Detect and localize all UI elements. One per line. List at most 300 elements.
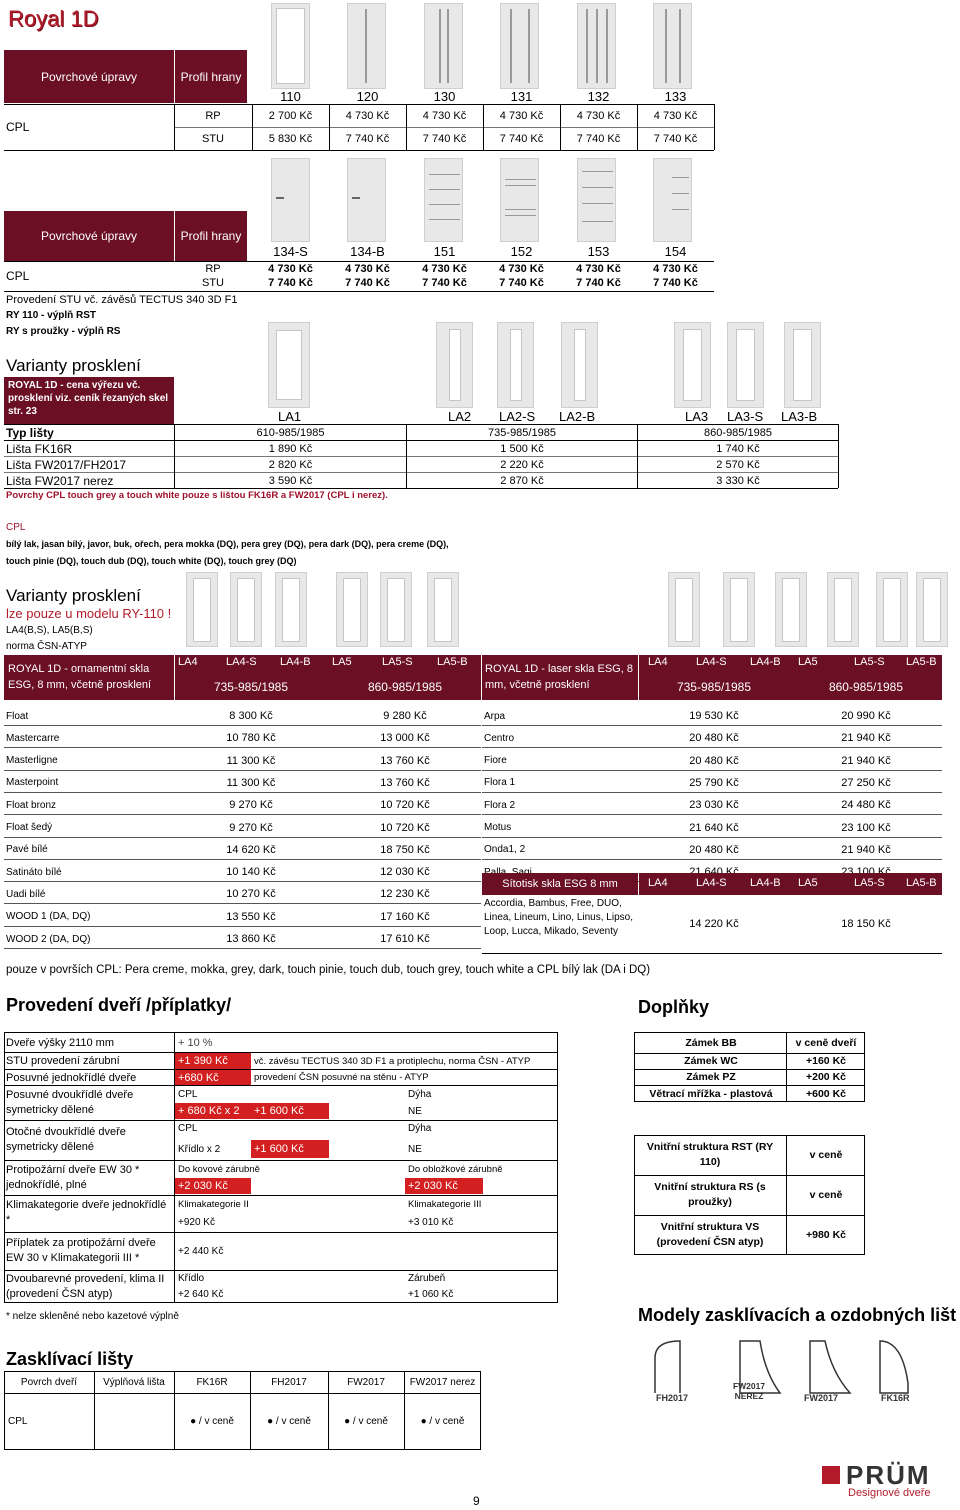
beads-header: FK16R bbox=[196, 1377, 228, 1388]
row-value: + 680 Kč x 2 bbox=[175, 1103, 251, 1119]
row-note: vč. závěsu TECTUS 340 3D F1 a protiplechu, norma ČSN - ATYP bbox=[254, 1055, 531, 1067]
price-cell: 2 870 Kč bbox=[500, 474, 544, 487]
price-cell: 3 590 Kč bbox=[268, 474, 313, 487]
cpl-list: touch pinie (DQ), touch dub (DQ), touch white (DQ), touch grey (DQ) bbox=[6, 556, 297, 566]
door-la3-image bbox=[674, 322, 711, 408]
price-cell: 7 740 Kč bbox=[576, 277, 621, 289]
price-cell: 23 100 Kč bbox=[841, 821, 891, 834]
model-label: 151 bbox=[433, 243, 456, 259]
door-131-image bbox=[500, 3, 539, 89]
door-glass-image bbox=[775, 572, 807, 647]
size-col: 860-985/1985 bbox=[704, 426, 772, 439]
glass-pane bbox=[387, 578, 405, 642]
cpl-list: bílý lak, jasan bílý, javor, buk, ořech, pera mokka (DQ), pera grey (DQ), pera dark (DQ), pera creme (DQ), bbox=[6, 539, 449, 549]
door-glass-image bbox=[427, 572, 459, 647]
price-cell: 17 160 Kč bbox=[380, 910, 430, 923]
door-132-image bbox=[577, 3, 616, 89]
door-glass-image bbox=[723, 572, 755, 647]
glass-type: Motus bbox=[484, 822, 512, 833]
cpl-col: CPL bbox=[178, 1122, 198, 1134]
row-divider bbox=[482, 837, 942, 838]
price-cell: 1 890 Kč bbox=[268, 442, 313, 455]
price-cell: 8 300 Kč bbox=[229, 710, 273, 722]
price-cell: 4 730 Kč bbox=[576, 110, 621, 122]
row-value: +1 060 Kč bbox=[408, 1289, 454, 1300]
structure-price: v ceně bbox=[809, 1189, 843, 1201]
accessory-name: Zámek BB bbox=[685, 1036, 737, 1049]
row-value: + 10 % bbox=[178, 1036, 213, 1049]
bead-type: Lišta FW2017/FH2017 bbox=[6, 457, 127, 472]
structure-name: Vnitřní struktura RST (RY 110) bbox=[646, 1141, 774, 1168]
glass-pane bbox=[730, 578, 748, 642]
row-label: Protipožární dveře EW 30 * jednokřídlé, plné bbox=[6, 1164, 140, 1191]
model-label: LA4-S bbox=[226, 656, 257, 668]
header-profile: Profil hrany bbox=[175, 50, 247, 103]
model-label: LA5-S bbox=[854, 656, 885, 668]
door-la2s-image bbox=[497, 322, 534, 408]
price-cell: 4 730 Kč bbox=[653, 263, 698, 275]
sitotisk-price: 18 150 Kč bbox=[841, 918, 891, 930]
price-cell: 4 730 Kč bbox=[576, 263, 621, 275]
row-value: +920 Kč bbox=[178, 1217, 215, 1228]
glass-type: Pavé bílé bbox=[6, 844, 48, 856]
model-label: LA5-S bbox=[854, 877, 885, 889]
row-note: provedení ČSN posuvné na stěnu - ATYP bbox=[254, 1072, 429, 1083]
glass-pane bbox=[834, 578, 852, 642]
glass-type: Float šedý bbox=[6, 822, 53, 833]
glass-pane bbox=[343, 578, 361, 642]
cpl-label: CPL bbox=[6, 120, 30, 134]
profile-label: FH2017 bbox=[656, 1393, 689, 1403]
row-value: +2 030 Kč bbox=[405, 1178, 483, 1194]
glass-pane bbox=[282, 578, 300, 642]
model-label: LA5-B bbox=[906, 877, 937, 889]
glass-type: Centro bbox=[484, 732, 515, 744]
glass-type: Masterpoint bbox=[6, 777, 59, 789]
profile-rp: RP bbox=[205, 263, 221, 275]
beads-header: Výplňová lišta bbox=[103, 1377, 165, 1388]
glass-type: Onda1, 2 bbox=[484, 844, 526, 856]
door-la1-image bbox=[268, 322, 310, 408]
model-label: LA5 bbox=[798, 656, 818, 668]
model-label: 132 bbox=[587, 88, 610, 104]
row-value: +2 030 Kč bbox=[175, 1178, 251, 1194]
glazing-label: LA2 bbox=[448, 409, 472, 424]
beads-cell: ● / v ceně bbox=[267, 1416, 311, 1427]
brand-tagline: Designové dveře bbox=[848, 1487, 931, 1499]
glazing-note-box: ROYAL 1D - cena výřezu vč. prosklení viz. ceník řezaných skel str. 23 bbox=[4, 377, 174, 424]
glass-type: Fiore bbox=[484, 755, 507, 767]
glass-pane bbox=[193, 578, 211, 642]
price-cell: 25 790 Kč bbox=[689, 776, 739, 789]
size-col: 735-985/1985 bbox=[676, 680, 752, 694]
glass-type: Masterligne bbox=[6, 755, 58, 767]
glazing-restriction: lze pouze u modelu RY-110 ! bbox=[6, 606, 172, 621]
structure-price: v ceně bbox=[809, 1149, 843, 1161]
glass-type: Uadi bílé bbox=[6, 888, 46, 900]
row-divider bbox=[482, 725, 942, 726]
glass-pane bbox=[675, 578, 693, 642]
glass-type: Mastercarre bbox=[6, 732, 60, 744]
price-cell: 7 740 Kč bbox=[422, 133, 467, 145]
row-label: Příplatek za protipožární dveře EW 30 v Klimakategorii III * bbox=[6, 1237, 156, 1264]
beads-header: Povrch dveří bbox=[20, 1377, 78, 1388]
glazing-heading: Varianty prosklení bbox=[6, 356, 141, 375]
sitotisk-box: Sítotisk skla ESG 8 mm bbox=[482, 873, 638, 895]
price-cell: 18 750 Kč bbox=[380, 843, 430, 856]
cpl-heading: CPL bbox=[6, 522, 26, 533]
glass-pane bbox=[237, 578, 255, 642]
price-cell: 9 270 Kč bbox=[229, 799, 273, 812]
model-label: 152 bbox=[510, 243, 533, 259]
price-cell: 2 570 Kč bbox=[716, 458, 760, 471]
price-cell: 13 000 Kč bbox=[380, 732, 430, 745]
price-cell: 7 740 Kč bbox=[653, 277, 698, 289]
veneer-value: NE bbox=[408, 1143, 422, 1155]
door-154-image bbox=[653, 158, 692, 242]
veneer-col: Dýha bbox=[408, 1088, 432, 1100]
row-value: +2 440 Kč bbox=[178, 1245, 224, 1257]
bead-type: Lišta FK16R bbox=[6, 441, 73, 456]
model-label: LA4 bbox=[648, 656, 668, 668]
model-label: LA5-B bbox=[437, 656, 468, 668]
header-profile: Profil hrany bbox=[175, 211, 247, 261]
row-divider bbox=[4, 814, 481, 815]
size-col: 860-985/1985 bbox=[828, 680, 904, 694]
model-label: LA4-S bbox=[696, 656, 727, 668]
glass-type: WOOD 2 (DA, DQ) bbox=[6, 933, 91, 945]
row-value: +2 640 Kč bbox=[178, 1289, 224, 1300]
beads-header: FW2017 bbox=[347, 1377, 385, 1388]
accessory-price: v ceně dveří bbox=[795, 1036, 857, 1049]
row-divider bbox=[4, 747, 481, 748]
option-a: Křídlo bbox=[178, 1273, 205, 1284]
glass-type: Float bronz bbox=[6, 799, 57, 811]
row-value: +1 600 Kč bbox=[251, 1140, 329, 1158]
model-label: 154 bbox=[664, 243, 687, 259]
door-glass-image bbox=[186, 572, 218, 647]
model-label: LA4-B bbox=[750, 877, 781, 889]
price-cell: 12 030 Kč bbox=[380, 866, 430, 879]
price-cell: 4 730 Kč bbox=[345, 110, 390, 122]
row-divider bbox=[4, 837, 481, 838]
door-glass-image bbox=[380, 572, 412, 647]
price-cell: 4 730 Kč bbox=[422, 110, 467, 122]
row-divider bbox=[4, 926, 481, 927]
price-cell: 20 480 Kč bbox=[689, 754, 739, 767]
accessory-name: Větrací mřížka - plastová bbox=[649, 1087, 773, 1100]
accessory-name: Zámek WC bbox=[684, 1055, 738, 1067]
model-label: 153 bbox=[587, 243, 610, 259]
bead-type: Lišta FW2017 nerez bbox=[6, 473, 114, 488]
profile-stu: STU bbox=[202, 133, 224, 145]
row-divider bbox=[482, 859, 942, 860]
door-glass-image bbox=[668, 572, 700, 647]
cpl-col: CPL bbox=[178, 1088, 198, 1100]
price-cell: 21 640 Kč bbox=[689, 821, 739, 834]
model-label: 110 bbox=[280, 88, 301, 104]
price-cell: 13 760 Kč bbox=[380, 776, 430, 789]
brand-logo-mark bbox=[822, 1466, 840, 1484]
row-divider bbox=[4, 792, 481, 793]
price-cell: 1 740 Kč bbox=[716, 442, 760, 455]
structure-name: Vnitřní struktura RS (s proužky) bbox=[654, 1181, 766, 1208]
profile-stu: STU bbox=[202, 277, 224, 289]
price-cell: 10 720 Kč bbox=[380, 799, 430, 812]
accessory-price: +160 Kč bbox=[806, 1055, 846, 1067]
row-divider bbox=[482, 747, 942, 748]
price-cell: 27 250 Kč bbox=[841, 776, 891, 789]
glazing-label: LA3 bbox=[685, 409, 709, 424]
glazing-label: LA3-S bbox=[727, 409, 764, 424]
model-label: 130 bbox=[433, 88, 456, 104]
glazing-label: LA2-S bbox=[499, 409, 536, 424]
option-a: Klimakategorie II bbox=[178, 1198, 249, 1210]
cpl-touch-note: Povrchy CPL touch grey a touch white pouze s lištou FK16R a FW2017 (CPL i nerez). bbox=[6, 490, 388, 501]
option-b: Zárubeň bbox=[408, 1273, 446, 1284]
row-divider bbox=[4, 859, 481, 860]
accessory-name: Zámek PZ bbox=[686, 1071, 736, 1083]
door-152-image bbox=[500, 158, 539, 242]
beads-cell: ● / v ceně bbox=[344, 1416, 388, 1427]
price-cell: 4 730 Kč bbox=[345, 263, 390, 275]
model-label: LA4-B bbox=[280, 656, 311, 668]
price-cell: 7 740 Kč bbox=[345, 277, 390, 289]
beads-cell: ● / v ceně bbox=[420, 1416, 465, 1427]
beads-header: FH2017 bbox=[271, 1377, 307, 1388]
row-divider bbox=[482, 770, 942, 771]
price-cell: 4 730 Kč bbox=[499, 110, 544, 122]
glazing-label: LA3-B bbox=[781, 409, 818, 424]
size-col: 735-985/1985 bbox=[213, 680, 289, 694]
door-la3b-image bbox=[784, 322, 821, 408]
model-label: LA5 bbox=[798, 877, 818, 889]
price-cell: 13 760 Kč bbox=[380, 754, 430, 767]
price-cell: 21 940 Kč bbox=[841, 843, 891, 856]
model-label: 134-B bbox=[350, 243, 385, 259]
price-cell: 12 230 Kč bbox=[380, 888, 430, 901]
header-surface: Povrchové úpravy bbox=[4, 50, 174, 103]
price-cell: 9 280 Kč bbox=[383, 710, 427, 722]
price-cell: 7 740 Kč bbox=[422, 277, 467, 289]
fh2017-profile bbox=[655, 1341, 680, 1393]
glass-type: Flora 1 bbox=[484, 777, 516, 789]
price-cell: 21 940 Kč bbox=[841, 754, 891, 767]
glass-type: Satináto bílé bbox=[6, 866, 62, 878]
price-cell: 9 270 Kč bbox=[229, 821, 273, 834]
door-134s-image bbox=[271, 158, 310, 242]
note-ry110: RY 110 - výplň RST bbox=[6, 310, 97, 321]
row-label: Klimakategorie dveře jednokřídlé * bbox=[6, 1199, 167, 1226]
price-cell: 23 030 Kč bbox=[689, 799, 739, 812]
model-label: 133 bbox=[664, 88, 687, 104]
row-value: +3 010 Kč bbox=[408, 1217, 454, 1228]
glazing-norm: norma ČSN-ATYP bbox=[6, 641, 87, 652]
option-b: Klimakategorie III bbox=[408, 1198, 482, 1210]
model-label: LA5-S bbox=[382, 656, 413, 668]
size-col: 610-985/1985 bbox=[256, 426, 325, 439]
row-label: STU provedení zárubní bbox=[6, 1055, 120, 1067]
price-cell: 24 480 Kč bbox=[841, 799, 891, 812]
price-cell: 7 740 Kč bbox=[499, 133, 544, 145]
row-value: +680 Kč bbox=[175, 1070, 251, 1085]
door-153-image bbox=[577, 158, 616, 242]
price-cell: 20 480 Kč bbox=[689, 732, 739, 745]
option-a: Do kovové zárubně bbox=[178, 1163, 260, 1175]
price-cell: 14 620 Kč bbox=[226, 843, 276, 856]
sitotisk-header bbox=[639, 873, 942, 895]
price-cell: 19 530 Kč bbox=[689, 710, 739, 722]
row-value: Křídlo x 2 bbox=[178, 1143, 221, 1155]
sitotisk-price: 14 220 Kč bbox=[689, 918, 739, 930]
glazing-variants: LA4(B,S), LA5(B,S) bbox=[6, 625, 93, 636]
glazing-heading-2: Varianty prosklení bbox=[6, 586, 141, 605]
glass-pane bbox=[883, 578, 901, 642]
price-cell: 7 740 Kč bbox=[653, 133, 698, 145]
row-value: +1 600 Kč bbox=[251, 1103, 329, 1119]
glazing-beads-heading: Zasklívací lišty bbox=[6, 1349, 134, 1369]
glass-pane bbox=[782, 578, 800, 642]
price-cell: 5 830 Kč bbox=[268, 133, 313, 145]
model-label: LA4 bbox=[648, 877, 668, 889]
price-cell: 10 720 Kč bbox=[380, 821, 430, 834]
header-surface: Povrchové úpravy bbox=[4, 211, 174, 261]
price-cell: 10 270 Kč bbox=[226, 888, 276, 901]
price-cell: 1 500 Kč bbox=[500, 442, 544, 455]
accessories-heading: Doplňky bbox=[638, 997, 710, 1017]
door-la2-image bbox=[436, 322, 473, 408]
glass-type: Flora 2 bbox=[484, 799, 516, 811]
row-label: Posuvné jednokřídlé dveře bbox=[6, 1071, 137, 1084]
price-cell: 7 740 Kč bbox=[576, 133, 621, 145]
price-cell: 2 700 Kč bbox=[268, 110, 313, 122]
note-ry-stripes: RY s proužky - výplň RS bbox=[6, 326, 121, 337]
profile-rp: RP bbox=[205, 110, 221, 122]
price-cell: 13 860 Kč bbox=[226, 933, 276, 945]
brand-logo-text: PRÜM bbox=[846, 1460, 931, 1490]
price-cell: 11 300 Kč bbox=[226, 754, 276, 767]
price-cell: 17 610 Kč bbox=[380, 933, 430, 945]
price-cell: 4 730 Kč bbox=[653, 110, 698, 122]
laser-box: ROYAL 1D - laser skla ESG, 8 mm, včetně prosklení bbox=[482, 655, 638, 700]
door-130-image bbox=[424, 3, 463, 89]
glass-pane bbox=[434, 578, 452, 642]
type-label: Typ lišty bbox=[6, 425, 54, 440]
price-cell: 4 730 Kč bbox=[422, 263, 467, 275]
page-title: Royal 1D bbox=[8, 6, 99, 31]
row-divider bbox=[4, 948, 481, 949]
cpl-label: CPL bbox=[6, 269, 30, 283]
model-label: 120 bbox=[356, 88, 379, 104]
row-label: Otočné dvoukřídlé dveře symetricky dělené bbox=[6, 1126, 126, 1153]
row-divider bbox=[4, 725, 481, 726]
price-cell: 10 780 Kč bbox=[226, 732, 276, 745]
note-stu: Provedení STU vč. závěsů TECTUS 340 3D F1 bbox=[6, 294, 238, 306]
beads-cell: ● / v ceně bbox=[190, 1416, 234, 1427]
price-cell: 11 300 Kč bbox=[226, 776, 276, 789]
model-label: LA4 bbox=[178, 656, 198, 668]
model-label: LA5 bbox=[332, 656, 352, 668]
glass-type: WOOD 1 (DA, DQ) bbox=[6, 911, 91, 923]
price-cell: 4 730 Kč bbox=[499, 263, 544, 275]
door-la2b-image bbox=[561, 322, 598, 408]
ornament-box: ROYAL 1D - ornamentní skla ESG, 8 mm, včetně prosklení bbox=[4, 655, 174, 700]
veneer-col: Dýha bbox=[408, 1122, 432, 1134]
fw2017-profile bbox=[810, 1341, 850, 1393]
door-glass-image bbox=[916, 572, 948, 647]
price-cell: 7 740 Kč bbox=[499, 277, 544, 289]
model-label: 134-S bbox=[273, 243, 308, 259]
door-la3s-image bbox=[727, 322, 764, 408]
glass-type: Float bbox=[6, 710, 29, 722]
surcharge-footnote: * nelze skleněné nebo kazetové výplně bbox=[6, 1311, 179, 1322]
price-cell: 20 480 Kč bbox=[689, 843, 739, 856]
glazing-label: LA1 bbox=[278, 409, 302, 424]
price-cell: 4 730 Kč bbox=[268, 263, 313, 275]
beads-row-label: CPL bbox=[8, 1416, 28, 1427]
size-col: 735-985/1985 bbox=[488, 426, 556, 439]
price-cell: 7 740 Kč bbox=[345, 133, 390, 145]
price-cell: 10 140 Kč bbox=[226, 866, 276, 879]
profile-label: FK16R bbox=[881, 1393, 910, 1403]
glazing-label: LA2-B bbox=[559, 409, 596, 424]
glass-pane bbox=[923, 578, 941, 642]
row-value: +1 390 Kč bbox=[175, 1053, 251, 1069]
price-cell: 13 550 Kč bbox=[226, 910, 276, 923]
model-label: 131 bbox=[510, 88, 533, 104]
row-divider bbox=[4, 770, 481, 771]
door-glass-image bbox=[230, 572, 262, 647]
door-glass-image bbox=[275, 572, 307, 647]
model-label: LA4-S bbox=[696, 877, 727, 889]
row-label: Dveře výšky 2110 mm bbox=[6, 1036, 114, 1049]
price-cell: 21 940 Kč bbox=[841, 732, 891, 745]
price-cell: 7 740 Kč bbox=[268, 277, 313, 289]
door-134b-image bbox=[347, 158, 386, 242]
surcharges-heading: Provedení dveří /příplatky/ bbox=[6, 995, 232, 1015]
door-glass-image bbox=[336, 572, 368, 647]
door-glass-image bbox=[827, 572, 859, 647]
door-glass-image bbox=[876, 572, 908, 647]
veneer-value: NE bbox=[408, 1105, 422, 1117]
size-col: 860-985/1985 bbox=[367, 680, 443, 694]
model-label: LA4-B bbox=[750, 656, 781, 668]
price-cell: 2 220 Kč bbox=[500, 458, 544, 471]
row-label: Posuvné dvoukřídlé dveře symetricky dělené bbox=[6, 1089, 134, 1116]
profiles-heading: Modely zasklívacích a ozdobných lišt bbox=[638, 1305, 957, 1325]
price-cell: 3 330 Kč bbox=[716, 474, 760, 487]
model-label: LA5-B bbox=[906, 656, 937, 668]
row-label: Dvoubarevné provedení, klima II (provedení ČSN atyp) bbox=[6, 1273, 165, 1300]
profile-label: FW2017 NEREZ bbox=[732, 1381, 766, 1401]
page-number: 9 bbox=[473, 1494, 480, 1508]
door-110-image bbox=[271, 3, 310, 89]
profile-label: FW2017 bbox=[804, 1393, 839, 1403]
row-divider bbox=[482, 814, 942, 815]
structure-price: +980 Kč bbox=[806, 1229, 846, 1241]
structure-name: Vnitřní struktura VS (provedení ČSN atyp) bbox=[656, 1221, 764, 1248]
price-cell: 2 820 Kč bbox=[268, 458, 313, 471]
row-divider bbox=[482, 792, 942, 793]
glass-type: Arpa bbox=[484, 710, 506, 722]
fk16r-profile bbox=[880, 1341, 908, 1393]
door-120-image bbox=[347, 3, 386, 89]
door-151-image bbox=[424, 158, 463, 242]
surface-footnote: pouze v površích CPL: Pera creme, mokka, grey, dark, touch pinie, touch dub, touch grey, touch white a CPL bílý lak (DA i DQ) bbox=[6, 964, 651, 976]
row-divider bbox=[4, 903, 481, 904]
door-133-image bbox=[653, 3, 692, 89]
price-cell: 20 990 Kč bbox=[841, 710, 891, 722]
